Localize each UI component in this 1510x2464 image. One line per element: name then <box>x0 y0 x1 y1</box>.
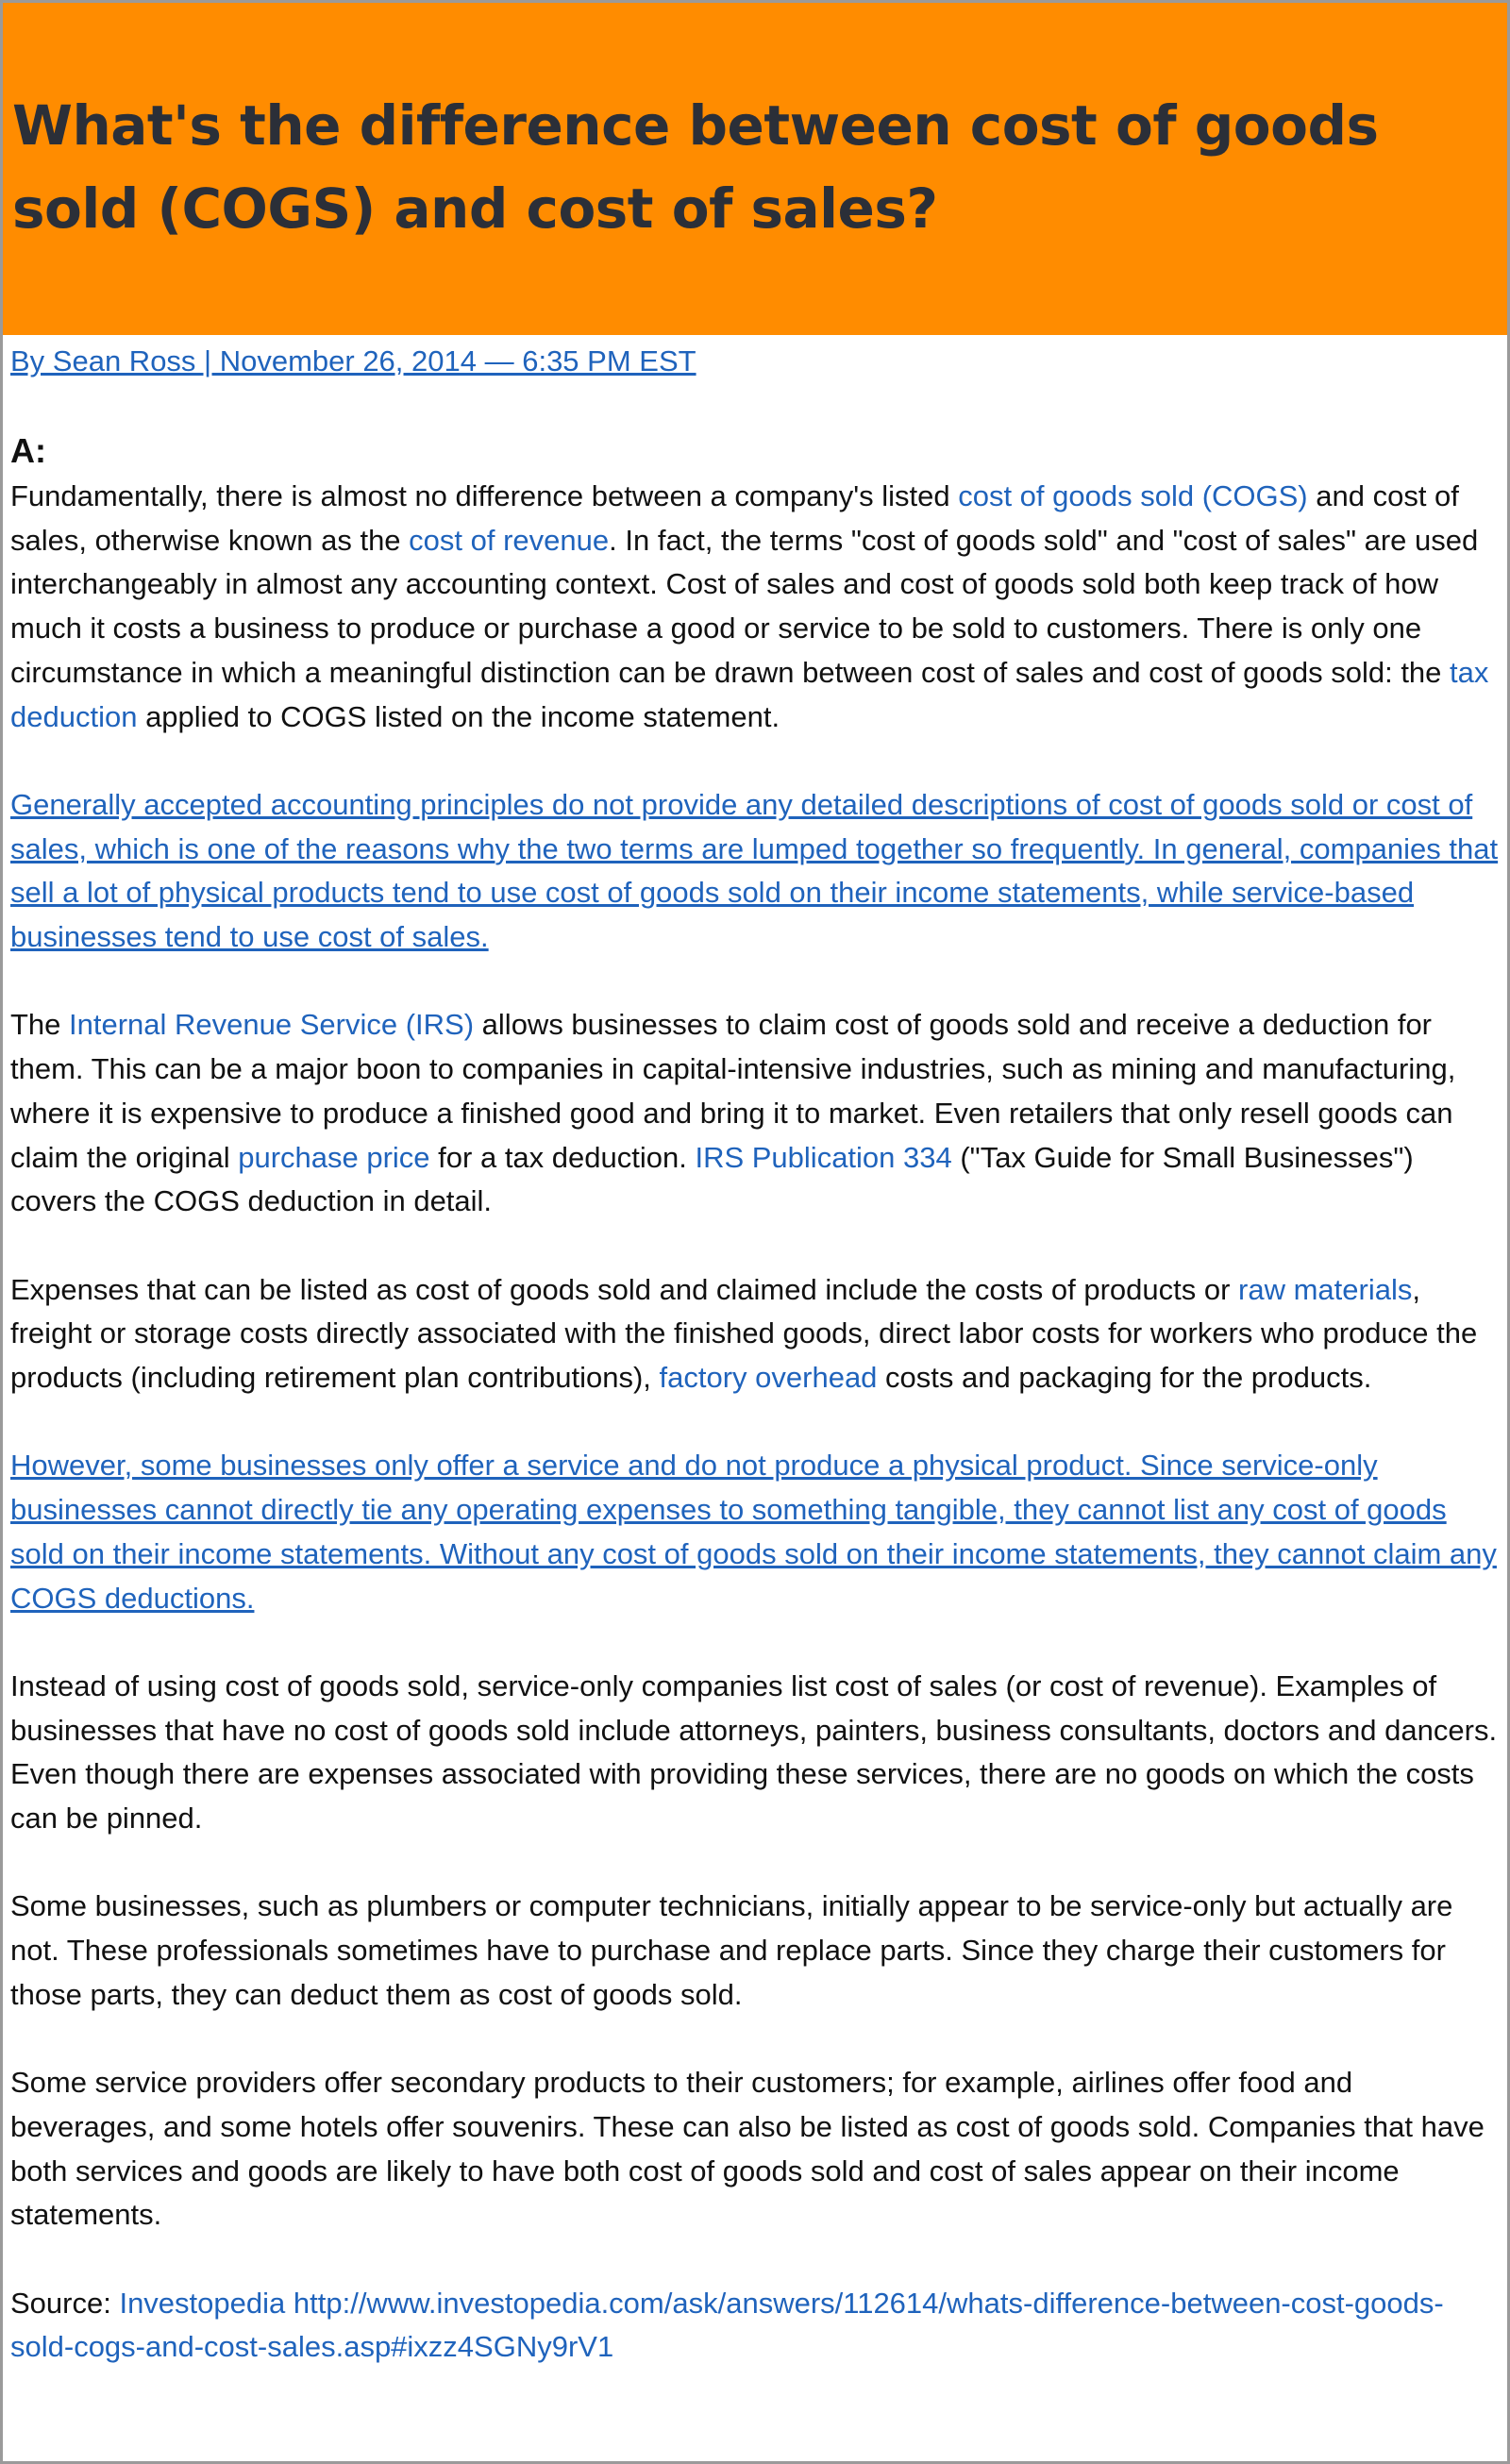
text: allows businesses to claim cost of goods sold and receive a deduction for them. This can be a major boon to companies in capital-intensive industries, such as mining and manufacturing, where it is expensive to produce a finished good and bring it to market. Even retailers that only resell goods can claim the original <box>10 1008 1456 1174</box>
paragraph-8: Some service providers offer secondary products to their customers; for example, airlines offer food and beverages, and some hotels offer souvenirs. These can also be listed as cost of goods sold. Companies that have both services and goods are likely to have both cost of goods sold and cost of sales appear on their income statements. <box>10 2066 1485 2232</box>
text: , freight or storage costs directly associated with the finished goods, direct labor costs for workers who produce the products (including retirement plan contributions), <box>10 1272 1478 1395</box>
text: Expenses that can be listed as cost of goods sold and claimed include the costs of products or <box>10 1272 1239 1306</box>
link-cost-of-revenue[interactable]: cost of revenue <box>409 523 610 557</box>
byline-link[interactable]: By Sean Ross | November 26, 2014 — 6:35 PM EST <box>10 344 696 377</box>
text: applied to COGS listed on the income statement. <box>137 699 780 733</box>
link-service-only-paragraph[interactable]: However, some businesses only offer a service and do not produce a physical product. Since service-only businesses cannot directly tie any operating expenses to something tangible, they cannot list any cost of goods sold on their income statements. Without any cost of goods sold on their income statements, they cannot claim any COGS deductions. <box>10 1449 1497 1615</box>
source-line <box>10 2282 1502 2370</box>
link-purchase-price[interactable]: purchase price <box>238 1140 430 1174</box>
link-gaap-paragraph[interactable]: Generally accepted accounting principles do not provide any detailed descriptions of cost of goods sold or cost of sales, which is one of the reasons why the two terms are lumped together so frequently. In general, companies that sell a lot of physical products tend to use cost of goods sold on their income statements, while service-based businesses tend to use cost of sales. <box>10 787 1499 954</box>
text: and cost of sales, otherwise known as the <box>10 479 1459 557</box>
link-investopedia[interactable]: Investopedia <box>119 2286 286 2320</box>
paragraph-7: Some businesses, such as plumbers or computer technicians, initially appear to be service-only but actually are not. These professionals sometimes have to purchase and replace parts. Since they charge their customers for those parts, they can deduct them as cost of goods sold. <box>10 1889 1453 2011</box>
link-irs[interactable]: Internal Revenue Service (IRS) <box>69 1008 475 1042</box>
text: . In fact, the terms "cost of goods sold" and "cost of sales" are used interchangeably in almost any accounting context. Cost of sales and cost of goods sold both keep track of how much it costs a business to produce or purchase a good or service to be sold to customers. There is only one circumstance in which a meaningful distinction can be drawn between cost of sales and cost of goods sold: the <box>10 523 1479 689</box>
text: costs and packaging for the products. <box>877 1361 1372 1395</box>
text: for a tax deduction. <box>429 1140 696 1174</box>
title-banner <box>3 3 1507 335</box>
link-factory-overhead[interactable]: factory overhead <box>659 1361 878 1395</box>
paragraph-5 <box>10 1444 1502 1620</box>
paragraph-3 <box>10 1003 1502 1224</box>
link-raw-materials[interactable]: raw materials <box>1238 1272 1413 1306</box>
paragraph-6: Instead of using cost of goods sold, service-only companies list cost of sales (or cost of revenue). Examples of businesses that have no cost of goods sold include attorneys, painters, business consultants, doctors and dancers. Even though there are expenses associated with providing these services, there are no goods on which the costs can be pinned. <box>10 1668 1498 1835</box>
link-source-url[interactable]: http://www.investopedia.com/ask/answers/112614/whats-difference-between-cost-goods-sold-cogs-and-cost-sales.asp#ixzz4SGNy9rV1 <box>10 2286 1444 2364</box>
link-irs-publication-334[interactable]: IRS Publication 334 <box>695 1140 952 1174</box>
article-body <box>10 427 1502 2414</box>
paragraph-2 <box>10 783 1502 960</box>
source-label: Source: <box>10 2286 120 2320</box>
answer-label: A: <box>10 431 46 470</box>
paragraph-1 <box>10 475 1502 739</box>
paragraph-4 <box>10 1268 1502 1400</box>
link-cogs[interactable]: cost of goods sold (COGS) <box>958 479 1308 512</box>
text: Fundamentally, there is almost no difference between a company's listed <box>10 479 959 512</box>
page-title: What's the difference between cost of goods sold (COGS) and cost of sales? <box>12 93 1379 241</box>
text: ("Tax Guide for Small Businesses") covers the COGS deduction in detail. <box>10 1140 1414 1218</box>
text: The <box>10 1008 70 1042</box>
link-tax-deduction[interactable]: tax deduction <box>10 655 1489 733</box>
